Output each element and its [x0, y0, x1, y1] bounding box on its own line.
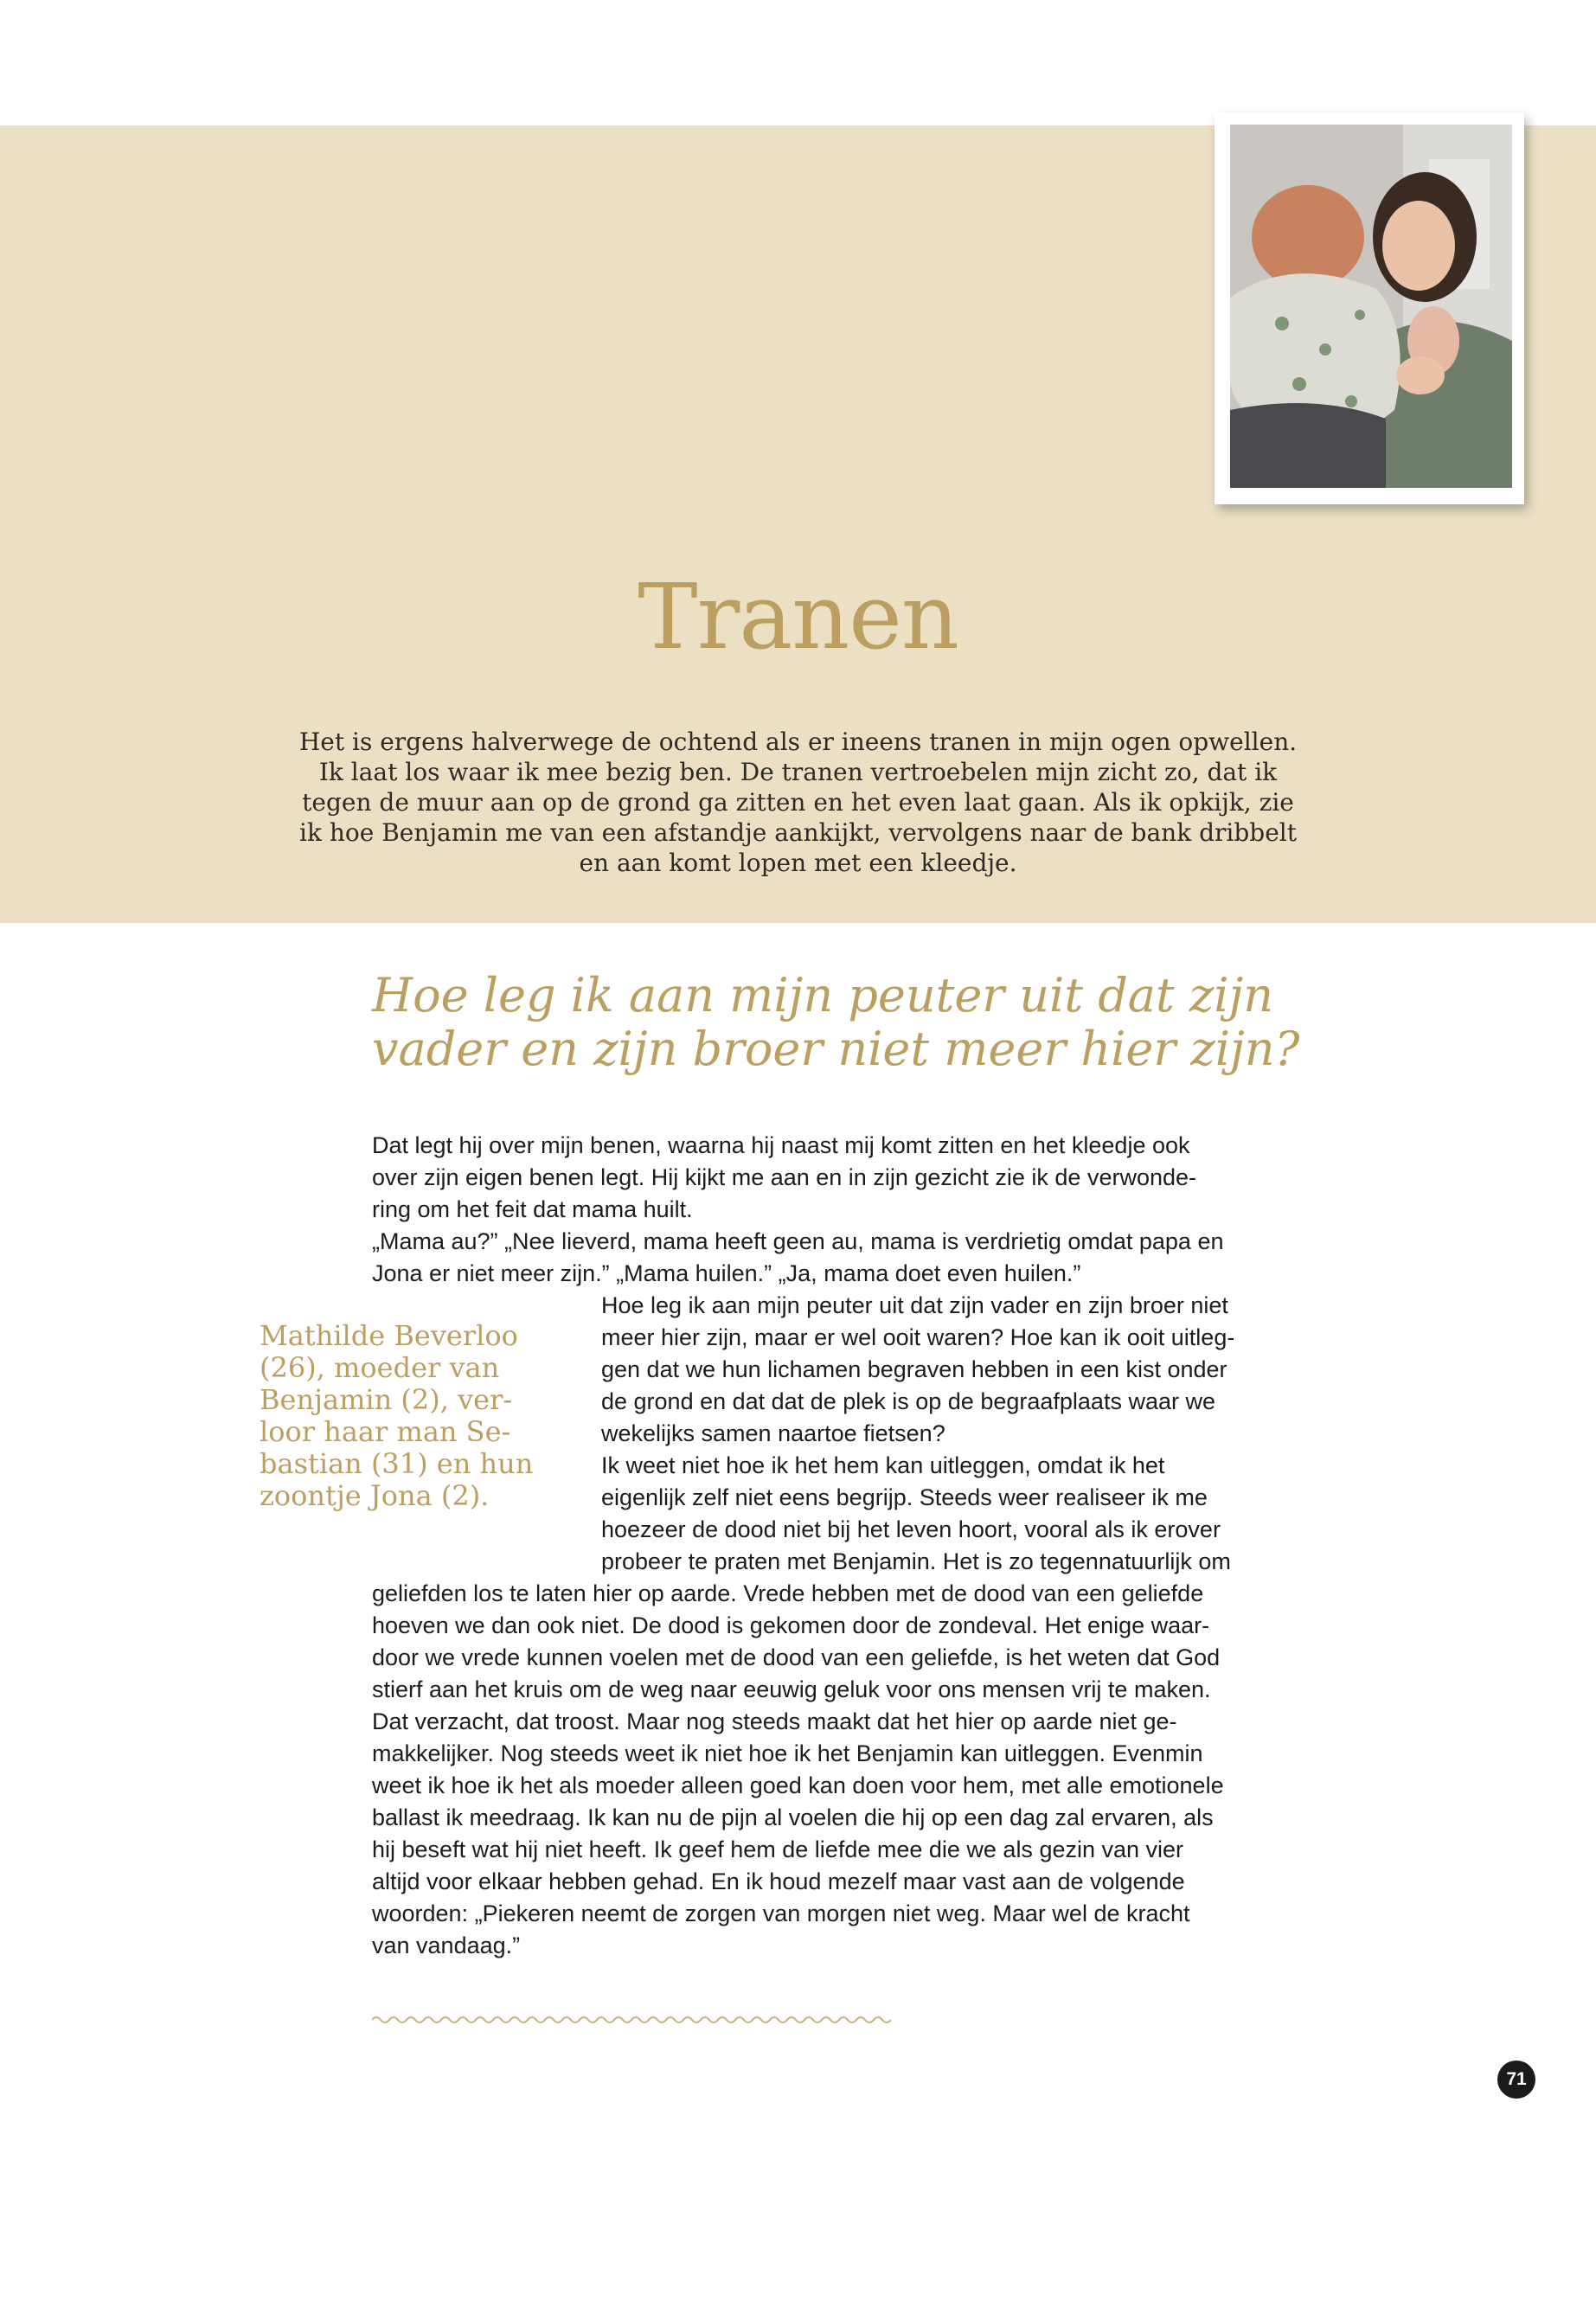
- body-line: weet ik hoe ik het als moeder alleen goed kan doen voor hem, met alle emotionele: [372, 1772, 1224, 1798]
- body-line: door we vrede kunnen voelen met de dood van een geliefde, is het weten dat God: [372, 1644, 1221, 1670]
- body-line: Jona er niet meer zijn.” „Mama huilen.” „Ja, mama doet even huilen.”: [372, 1260, 1081, 1286]
- body-line: altijd voor elkaar hebben gehad. En ik houd mezelf maar vast aan de volgende: [372, 1868, 1185, 1894]
- sidebar-line: Benjamin (2), ver-: [260, 1383, 513, 1416]
- body-line: ballast ik meedraag. Ik kan nu de pijn al voelen die hij op een dag zal ervaren, als: [372, 1804, 1214, 1830]
- page-number: 71: [1497, 2061, 1535, 2099]
- author-sidebar: [260, 1320, 571, 1512]
- body-line: „Mama au?” „Nee lieverd, mama heeft geen au, mama is verdrietig omdat papa en: [372, 1228, 1224, 1254]
- body-line: eigenlijk zelf niet eens begrijp. Steeds weer realiseer ik me: [601, 1484, 1208, 1510]
- intro-line: Het is ergens halverwege de ochtend als er ineens tranen in mijn ogen opwellen.: [298, 727, 1298, 756]
- body-line: Hoe leg ik aan mijn peuter uit dat zijn vader en zijn broer niet: [601, 1292, 1228, 1318]
- body-line: hoezeer de dood niet bij het leven hoort, vooral als ik erover: [601, 1516, 1221, 1542]
- wave-divider: [372, 2009, 891, 2030]
- body-line: ring om het feit dat mama huilt.: [372, 1196, 693, 1222]
- body-line: de grond en dat dat de plek is op de begraafplaats waar we: [601, 1388, 1215, 1414]
- sidebar-line: loor haar man Se-: [260, 1415, 511, 1448]
- body-text: [372, 1130, 1306, 1962]
- intro-line: ik hoe Benjamin me van een afstandje aankijkt, vervolgens naar de bank dribbelt: [299, 818, 1297, 847]
- body-line: geliefden los te laten hier op aarde. Vrede hebben met de dood van een geliefde: [372, 1580, 1204, 1606]
- photo-mother-hugging-child: [1230, 125, 1512, 488]
- sidebar-line: zoontje Jona (2).: [260, 1479, 490, 1512]
- body-line: stierf aan het kruis om de weg naar eeuwig geluk voor ons mensen vrij te maken.: [372, 1676, 1211, 1702]
- body-line: meer hier zijn, maar er wel ooit waren? Hoe kan ik ooit uitleg-: [601, 1324, 1235, 1350]
- sidebar-line: (26), moeder van: [260, 1351, 500, 1384]
- body-line: woorden: „Piekeren neemt de zorgen van morgen niet weg. Maar wel de kracht: [372, 1900, 1190, 1926]
- body-line: hij beseft wat hij niet heeft. Ik geef hem de liefde mee die we als gezin van vier: [372, 1836, 1184, 1862]
- body-line: Ik weet niet hoe ik het hem kan uitleggen, omdat ik het: [601, 1452, 1165, 1478]
- pull-quote-line: Hoe leg ik aan mijn peuter uit dat zijn: [372, 968, 1274, 1022]
- sidebar-line: Mathilde Beverloo: [260, 1319, 518, 1352]
- intro-paragraph: [260, 727, 1336, 878]
- pull-quote: [372, 969, 1324, 1076]
- sidebar-line: bastian (31) en hun: [260, 1447, 534, 1480]
- article-title: Tranen: [638, 564, 958, 670]
- intro-line: Ik laat los waar ik mee bezig ben. De tranen vertroebelen mijn zicht zo, dat ik: [318, 758, 1278, 786]
- pull-quote-line: vader en zijn broer niet meer hier zijn?: [372, 1022, 1300, 1076]
- intro-line: en aan komt lopen met een kleedje.: [579, 849, 1017, 877]
- body-line: hoeven we dan ook niet. De dood is gekomen door de zondeval. Het enige waar-: [372, 1612, 1210, 1638]
- photo-frame: [1215, 112, 1524, 504]
- body-line: gen dat we hun lichamen begraven hebben in een kist onder: [601, 1356, 1227, 1382]
- body-line: over zijn eigen benen legt. Hij kijkt me aan en in zijn gezicht zie ik de verwonde-: [372, 1164, 1197, 1190]
- body-line: probeer te praten met Benjamin. Het is zo tegennatuurlijk om: [601, 1548, 1231, 1574]
- body-line: wekelijks samen naartoe fietsen?: [601, 1420, 945, 1446]
- body-line: Dat verzacht, dat troost. Maar nog steeds maakt dat het hier op aarde niet ge-: [372, 1708, 1177, 1734]
- body-line: van vandaag.”: [372, 1932, 521, 1958]
- body-line: Dat legt hij over mijn benen, waarna hij naast mij komt zitten en het kleedje ook: [372, 1132, 1190, 1158]
- intro-line: tegen de muur aan op de grond ga zitten en het even laat gaan. Als ik opkijk, zie: [302, 788, 1294, 817]
- body-line: makkelijker. Nog steeds weet ik niet hoe ik het Benjamin kan uitleggen. Evenmin: [372, 1740, 1203, 1766]
